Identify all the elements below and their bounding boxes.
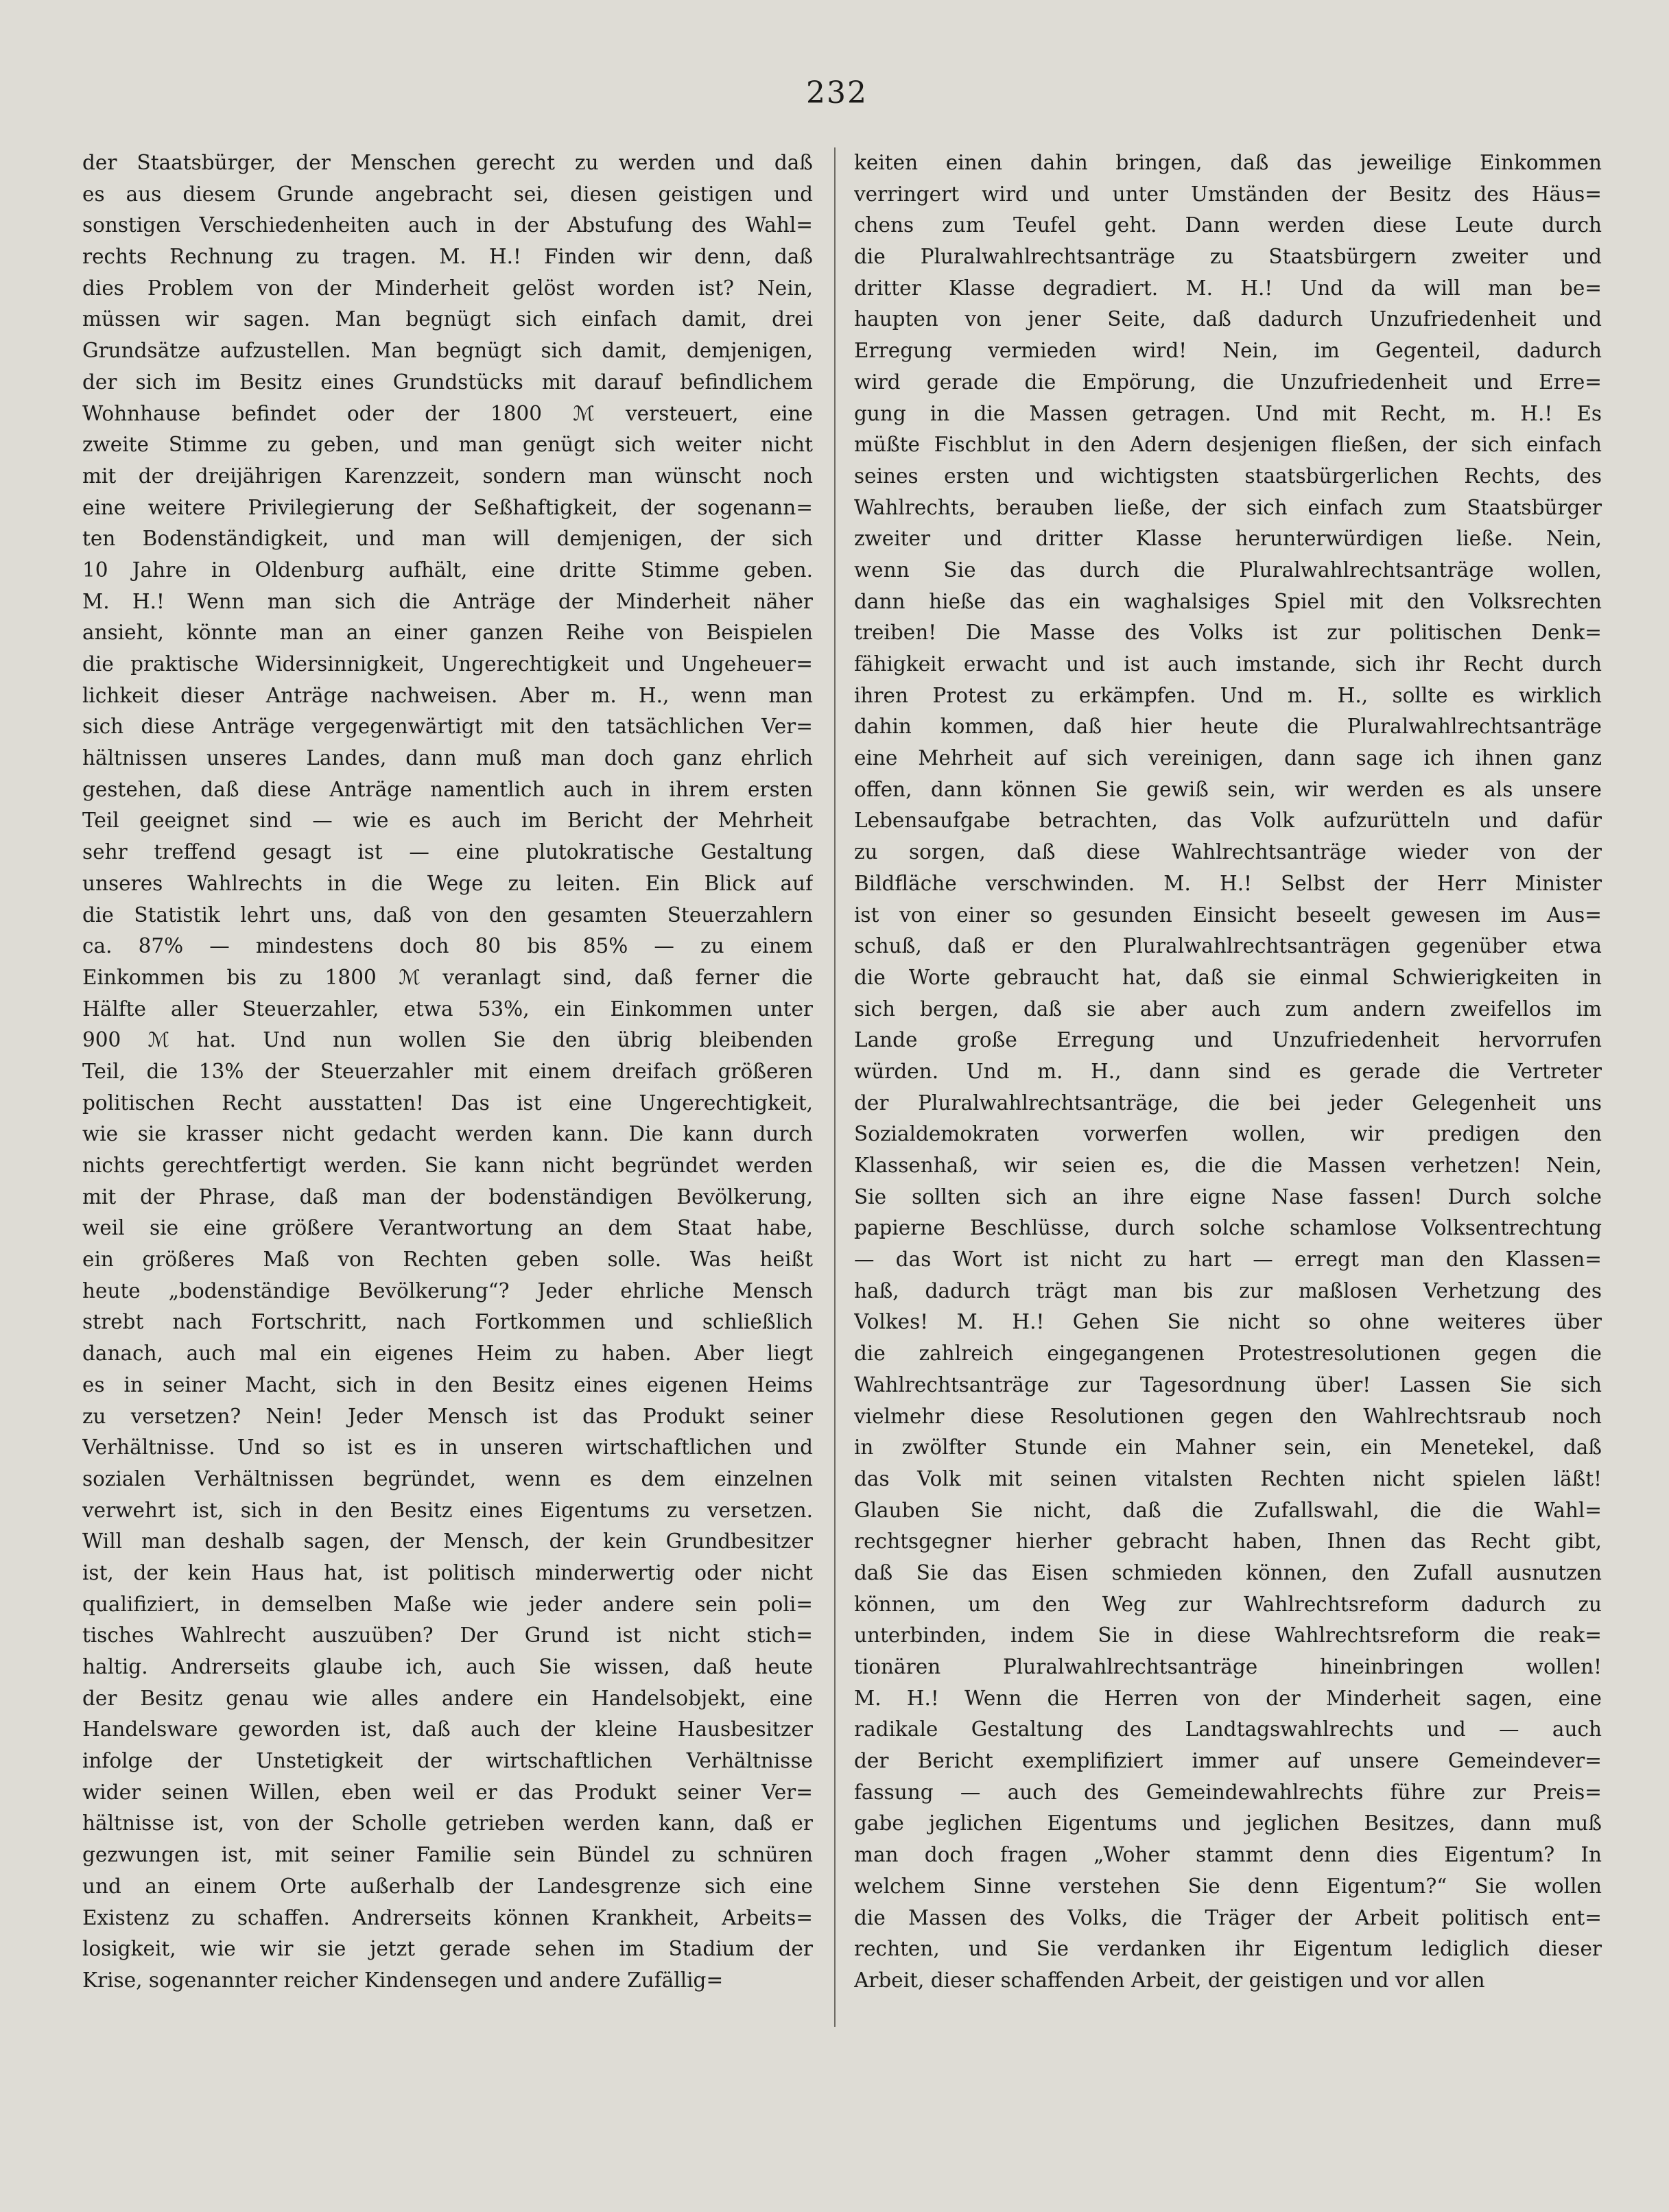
text-line: hältnissen unseres Landes, dann muß man doch ganz ehrlich [82,746,813,770]
text-line: mit der dreijährigen Karenzzeit, sondern man wünscht noch [82,464,813,488]
text-line: gezwungen ist, mit seiner Familie sein Bündel zu schnüren [82,1843,813,1867]
text-line: zweite Stimme zu geben, und man genügt sich weiter nicht [82,433,813,457]
left-text-column [82,147,813,2027]
text-line: zweiter und dritter Klasse herunterwürdigen ließe. Nein, [854,527,1602,551]
text-line: treiben! Die Masse des Volks ist zur politischen Denk= [854,621,1602,645]
text-line: Sozialdemokraten vorwerfen wollen, wir predigen den [854,1122,1602,1146]
text-line: der Besitz genau wie alles andere ein Handelsobjekt, eine [82,1686,813,1710]
text-line: Lebensaufgabe betrachten, das Volk aufzurütteln und dafür [854,809,1602,833]
text-line: haltig. Andrerseits glaube ich, auch Sie wissen, daß heute [82,1655,813,1678]
text-line: daß Sie das Eisen schmieden können, den Zufall ausnutzen [854,1560,1602,1584]
text-line: dann hieße das ein waghalsiges Spiel mit den Volksrechten [854,589,1602,613]
text-line: Arbeit, dieser schaffenden Arbeit, der geistigen und vor allen [854,1968,1485,1992]
text-line: die Massen des Volks, die Träger der Arbeit politisch ent= [854,1905,1602,1929]
text-line: dies Problem von der Minderheit gelöst worden ist? Nein, [82,276,813,300]
text-line: — das Wort ist nicht zu hart — erregt man den Klassen= [854,1248,1602,1272]
text-line: Handelsware geworden ist, daß auch der kleine Hausbesitzer [82,1717,813,1741]
text-line: offen, dann können Sie gewiß sein, wir werden es als unsere [854,777,1602,801]
text-line: Glauben Sie nicht, daß die Zufallswahl, die die Wahl= [854,1498,1602,1522]
text-line: papierne Beschlüsse, durch solche schamlose Volksentrechtung [854,1216,1602,1240]
text-line: Existenz zu schaffen. Andrerseits können Krankheit, Arbeits= [82,1905,813,1929]
text-line: losigkeit, wie wir sie jetzt gerade sehen im Stadium der [82,1937,813,1961]
text-line: Wahlrechts, berauben ließe, der sich einfach zum Staatsbürger [854,495,1602,519]
text-line: gung in die Massen getragen. Und mit Recht, m. H.! Es [854,401,1602,425]
text-line: M. H.! Wenn man sich die Anträge der Minderheit näher [82,589,813,613]
text-line: dritter Klasse degradiert. M. H.! Und da will man be= [854,276,1602,300]
text-line: eine Mehrheit auf sich vereinigen, dann sage ich ihnen ganz [854,746,1602,770]
text-line: Krise, sogenannter reicher Kindensegen und andere Zufällig= [82,1968,724,1992]
text-line: tisches Wahlrecht auszuüben? Der Grund ist nicht stich= [82,1624,813,1648]
text-line: ein größeres Maß von Rechten geben solle. Was heißt [82,1248,813,1272]
text-line: Einkommen bis zu 1800 ℳ veranlagt sind, daß ferner die [82,965,813,989]
text-line: es aus diesem Grunde angebracht sei, diesen geistigen und [82,182,813,206]
text-line: Hälfte aller Steuerzahler, etwa 53%, ein Einkommen unter [82,997,813,1021]
right-text-column [854,147,1602,2027]
text-line: Erregung vermieden wird! Nein, im Gegenteil, dadurch [854,339,1602,363]
text-line: Wahlrechtsanträge zur Tagesordnung über! Lassen Sie sich [854,1372,1602,1396]
text-line: Teil, die 13% der Steuerzahler mit einem dreifach größeren [82,1059,813,1083]
text-line: weil sie eine größere Verantwortung an dem Staat habe, [82,1216,813,1240]
text-line: müssen wir sagen. Man begnügt sich einfach damit, drei [82,307,813,331]
text-line: ist von einer so gesunden Einsicht beseelt gewesen im Aus= [854,903,1602,927]
text-line: wird gerade die Empörung, die Unzufriedenheit und Erre= [854,370,1602,394]
text-line: zu versetzen? Nein! Jeder Mensch ist das Produkt seiner [82,1404,813,1428]
text-line: in zwölfter Stunde ein Mahner sein, ein Menetekel, daß [854,1436,1602,1460]
text-line: fähigkeit erwacht und ist auch imstande, sich ihr Recht durch [854,652,1602,676]
text-line: ca. 87% — mindestens doch 80 bis 85% — zu einem [82,934,813,958]
text-line: chens zum Teufel geht. Dann werden diese Leute durch [854,213,1602,237]
text-line: welchem Sinne verstehen Sie denn Eigentum?“ Sie wollen [854,1874,1602,1898]
text-line: Sie sollten sich an ihre eigne Nase fassen! Durch solche [854,1185,1602,1209]
text-line: Wohnhause befindet oder der 1800 ℳ versteuert, eine [82,401,813,425]
text-line: gabe jeglichen Eigentums und jeglichen Besitzes, dann muß [854,1811,1602,1835]
text-line: hältnisse ist, von der Scholle getrieben werden kann, daß er [82,1811,813,1835]
text-line: Lande große Erregung und Unzufriedenheit hervorrufen [854,1028,1602,1052]
text-line: die Statistik lehrt uns, daß von den gesamten Steuerzahlern [82,903,813,927]
text-line: 10 Jahre in Oldenburg aufhält, eine dritte Stimme geben. [82,558,813,582]
text-line: keiten einen dahin bringen, daß das jeweilige Einkommen [854,151,1602,174]
text-line: verringert wird und unter Umständen der Besitz des Häus= [854,182,1602,206]
text-line: Verhältnisse. Und so ist es in unseren wirtschaftlichen und [82,1436,813,1460]
text-line: der Pluralwahlrechtsanträge, die bei jeder Gelegenheit uns [854,1091,1602,1115]
text-line: Teil geeignet sind — wie es auch im Bericht der Mehrheit [82,809,813,833]
text-line: ist, der kein Haus hat, ist politisch minderwertig oder nicht [82,1560,813,1584]
text-line: der Staatsbürger, der Menschen gerecht zu werden und daß [82,151,813,174]
text-line: es in seiner Macht, sich in den Besitz eines eigenen Heims [82,1372,813,1396]
text-line: danach, auch mal ein eigenes Heim zu haben. Aber liegt [82,1342,813,1366]
text-line: wenn Sie das durch die Pluralwahlrechtsanträge wollen, [854,558,1602,582]
text-line: Will man deshalb sagen, der Mensch, der kein Grundbesitzer [82,1530,813,1554]
column-divider [834,147,836,2027]
text-line: die Pluralwahlrechtsanträge zu Staatsbürgern zweiter und [854,245,1602,269]
text-line: haupten von jener Seite, daß dadurch Unzufriedenheit und [854,307,1602,331]
text-line: haß, dadurch trägt man bis zur maßlosen Verhetzung des [854,1279,1602,1303]
text-line: Bildfläche verschwinden. M. H.! Selbst der Herr Minister [854,871,1602,895]
text-line: würden. Und m. H., dann sind es gerade die Vertreter [854,1059,1602,1083]
text-line: die zahlreich eingegangenen Protestresolutionen gegen die [854,1342,1602,1366]
text-line: dahin kommen, daß hier heute die Pluralwahlrechtsanträge [854,715,1602,739]
text-line: strebt nach Fortschritt, nach Fortkommen und schließlich [82,1310,813,1334]
text-line: heute „bodenständige Bevölkerung“? Jeder ehrliche Mensch [82,1279,813,1303]
text-line: 900 ℳ hat. Und nun wollen Sie den übrig bleibenden [82,1028,813,1052]
text-line: sozialen Verhältnissen begründet, wenn es dem einzelnen [82,1466,813,1490]
text-line: der sich im Besitz eines Grundstücks mit darauf befindlichem [82,370,813,394]
text-line: Volkes! M. H.! Gehen Sie nicht so ohne weiteres über [854,1310,1602,1334]
text-line: vielmehr diese Resolutionen gegen den Wahlrechtsraub noch [854,1404,1602,1428]
text-line: verwehrt ist, sich in den Besitz eines Eigentums zu versetzen. [82,1498,813,1522]
text-line: ihren Protest zu erkämpfen. Und m. H., sollte es wirklich [854,683,1602,707]
text-line: schuß, daß er den Pluralwahlrechtsanträgen gegenüber etwa [854,934,1602,958]
text-line: M. H.! Wenn die Herren von der Minderheit sagen, eine [854,1686,1602,1710]
text-line: zu sorgen, daß diese Wahlrechtsanträge wieder von der [854,840,1602,864]
text-line: lichkeit dieser Anträge nachweisen. Aber m. H., wenn man [82,683,813,707]
text-line: mit der Phrase, daß man der bodenständigen Bevölkerung, [82,1185,813,1209]
text-line: radikale Gestaltung des Landtagswahlrechts und — auch [854,1717,1602,1741]
text-line: infolge der Unstetigkeit der wirtschaftlichen Verhältnisse [82,1749,813,1773]
text-line: sich diese Anträge vergegenwärtigt mit den tatsächlichen Ver= [82,715,813,739]
text-line: ansieht, könnte man an einer ganzen Reihe von Beispielen [82,621,813,645]
text-line: rechts Rechnung zu tragen. M. H.! Finden wir denn, daß [82,245,813,269]
text-line: sonstigen Verschiedenheiten auch in der Abstufung des Wahl= [82,213,813,237]
text-line: eine weitere Privilegierung der Seßhaftigkeit, der sogenann= [82,495,813,519]
text-line: seines ersten und wichtigsten staatsbürgerlichen Rechts, des [854,464,1602,488]
text-line: gestehen, daß diese Anträge namentlich auch in ihrem ersten [82,777,813,801]
text-line: Klassenhaß, wir seien es, die die Massen verhetzen! Nein, [854,1154,1602,1177]
text-line: man doch fragen „Woher stammt denn dies Eigentum? In [854,1843,1602,1867]
text-line: Grundsätze aufzustellen. Man begnügt sich damit, demjenigen, [82,339,813,363]
page-number: 232 [806,75,868,110]
text-line: das Volk mit seinen vitalsten Rechten nicht spielen läßt! [854,1466,1602,1490]
text-line: qualifiziert, in demselben Maße wie jeder andere sein poli= [82,1592,813,1616]
text-line: ten Bodenständigkeit, und man will demjenigen, der sich [82,527,813,551]
text-line: sich bergen, daß sie aber auch zum andern zweifellos im [854,997,1602,1021]
text-line: die praktische Widersinnigkeit, Ungerechtigkeit und Ungeheuer= [82,652,813,676]
text-line: sehr treffend gesagt ist — eine plutokratische Gestaltung [82,840,813,864]
text-line: die Worte gebraucht hat, daß sie einmal Schwierigkeiten in [854,965,1602,989]
text-line: und an einem Orte außerhalb der Landesgrenze sich eine [82,1874,813,1898]
text-line: wider seinen Willen, eben weil er das Produkt seiner Ver= [82,1780,813,1804]
text-line: tionären Pluralwahlrechtsanträge hineinbringen wollen! [854,1655,1602,1678]
text-line: der Bericht exemplifiziert immer auf unsere Gemeindever= [854,1749,1602,1773]
text-line: nichts gerechtfertigt werden. Sie kann nicht begründet werden [82,1154,813,1177]
text-line: fassung — auch des Gemeindewahlrechts führe zur Preis= [854,1780,1602,1804]
text-line: müßte Fischblut in den Adern desjenigen fließen, der sich einfach [854,433,1602,457]
text-line: politischen Recht ausstatten! Das ist eine Ungerechtigkeit, [82,1091,813,1115]
text-line: wie sie krasser nicht gedacht werden kann. Die kann durch [82,1122,813,1146]
text-line: rechten, und Sie verdanken ihr Eigentum lediglich dieser [854,1937,1602,1961]
text-line: unterbinden, indem Sie in diese Wahlrechtsreform die reak= [854,1624,1602,1648]
text-line: unseres Wahlrechts in die Wege zu leiten. Ein Blick auf [82,871,813,895]
text-line: rechtsgegner hierher gebracht haben, Ihnen das Recht gibt, [854,1530,1602,1554]
text-line: können, um den Weg zur Wahlrechtsreform dadurch zu [854,1592,1602,1616]
